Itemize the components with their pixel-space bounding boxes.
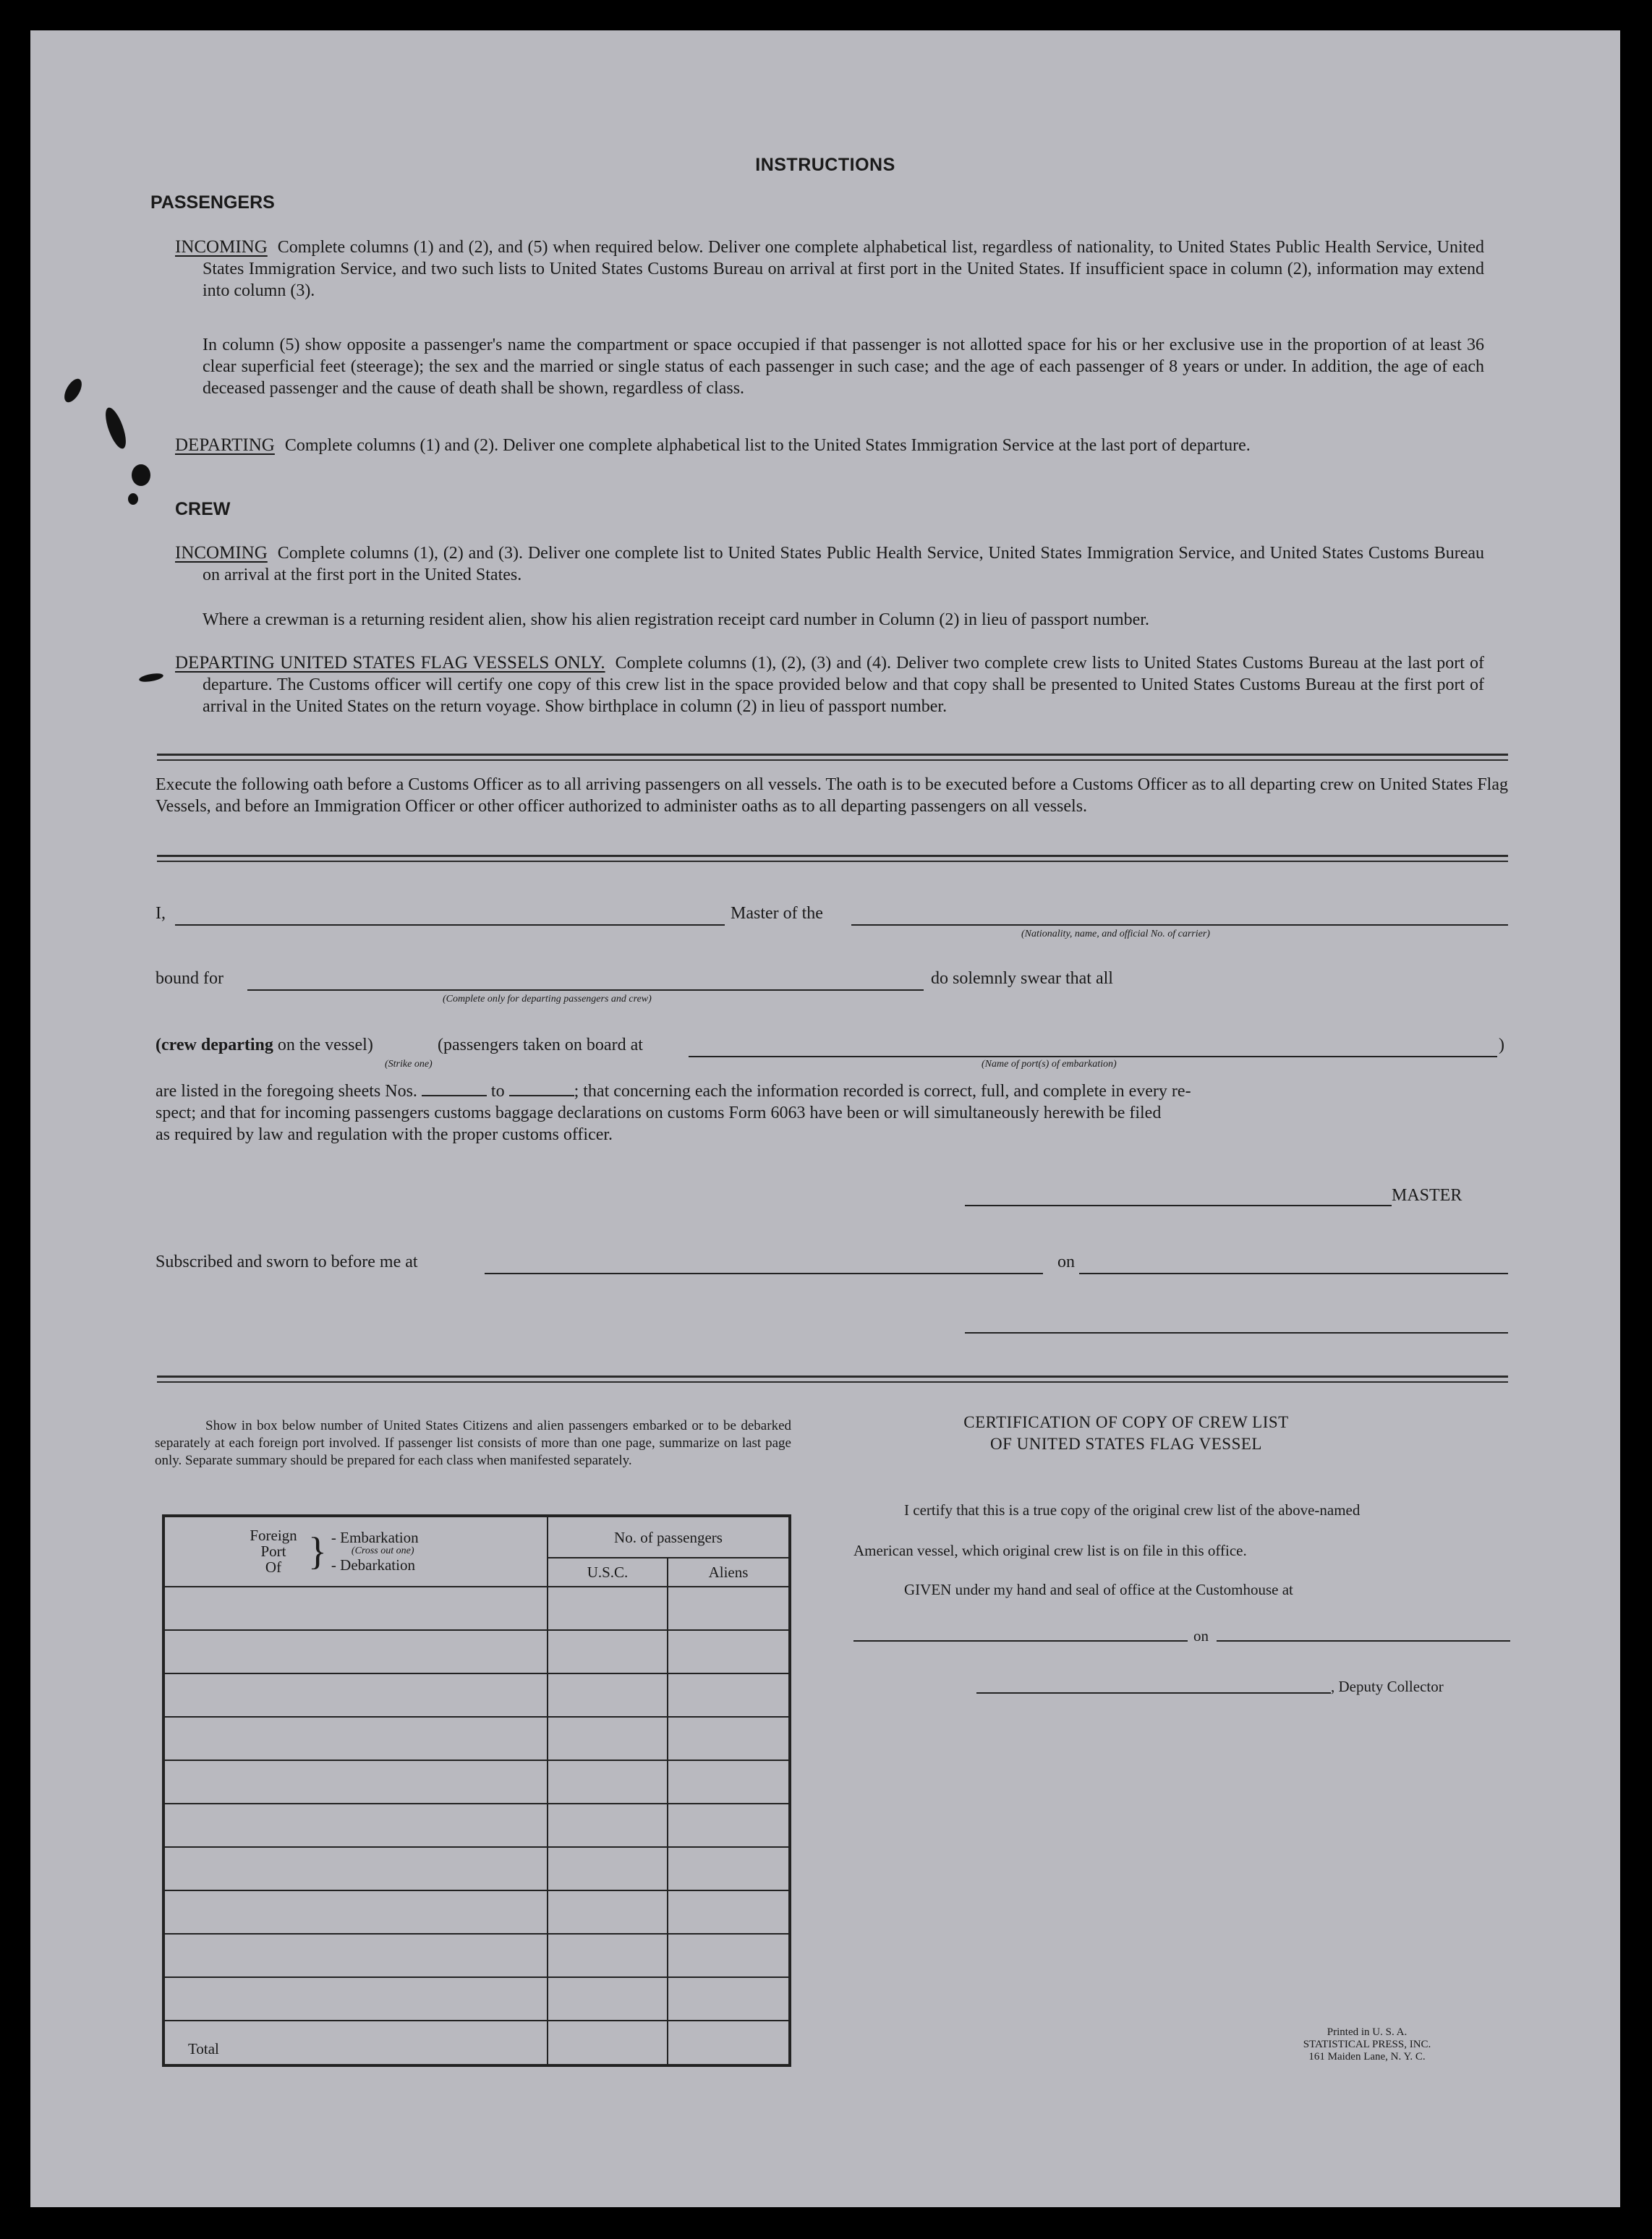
printer-b: STATISTICAL PRESS, INC. [1303,2039,1431,2050]
sheet-from-field[interactable] [422,1095,487,1096]
master-of-the: Master of the [731,904,823,923]
ink-blot [132,464,150,486]
total-row-label [163,2021,548,2065]
table-cell[interactable] [548,1804,668,1847]
cross-out-hint: (Cross out one) [351,1545,414,1556]
total-usc-cell[interactable] [548,2021,668,2065]
page-title: INSTRUCTIONS [755,155,895,175]
crew-incoming-text: Complete columns (1), (2) and (3). Deliver one complete list to United States Public Health Service, United States Immigration Service, and United States Customs Bureau on arrival at the first port in the United States. [203,544,1484,584]
ink-blot [61,376,85,405]
table-cell[interactable] [548,1890,668,1934]
listed-c: spect; and that for incoming passengers customs baggage declarations on customs Form 6063 have been or will simultaneously herewith be filed [156,1104,1162,1122]
incoming-label: INCOMING [175,237,268,257]
bound-for-field[interactable] [247,989,924,991]
port-header [163,1516,548,1587]
cert-line-1: I certify that this is a true copy of the original crew list of the above-named [904,1501,1361,1519]
sworn-place-field[interactable] [485,1273,1043,1274]
master-name-field[interactable] [175,924,725,926]
divider [157,1381,1508,1383]
port-header-b: Port [260,1543,286,1560]
ink-blot [101,405,129,451]
table-cell[interactable] [668,1977,790,2021]
table-cell[interactable] [548,1630,668,1673]
crew-incoming [175,542,1484,586]
passengers-incoming [175,236,1484,302]
divider [157,861,1508,862]
table-cell[interactable] [668,1760,790,1804]
carrier-hint: (Nationality, name, and official No. of carrier) [1021,929,1210,939]
embarkation-option[interactable]: - Embarkation [331,1529,419,1546]
table-cell[interactable] [163,1717,548,1760]
oath-intro: Execute the following oath before a Customs Officer as to all arriving passengers on all vessels. The oath is to be executed before a Customs Officer as to all departing crew on United States Flag Vessels, and before an Immigration Officer or other officer authorized to administer oaths as to all departing passengers on all vessels. [156,775,1508,816]
table-cell[interactable] [163,1673,548,1717]
deputy-collector: , Deputy Collector [1331,1678,1444,1695]
crew-departing [175,652,1484,717]
sheet-to-field[interactable] [509,1095,574,1096]
passengers-option[interactable]: (passengers taken on board at [438,1036,643,1054]
table-cell[interactable] [668,1847,790,1890]
form-sheet [30,30,1620,2207]
table-cell[interactable] [668,1717,790,1760]
crew-departing-label: DEPARTING UNITED STATES FLAG VESSELS ONLY. [175,653,605,673]
officer-signature-field[interactable] [965,1332,1508,1334]
sworn-on: on [1057,1253,1075,1271]
table-cell[interactable] [668,1934,790,1977]
cert-line-3: GIVEN under my hand and seal of office at the Customhouse at [904,1581,1293,1598]
table-cell[interactable] [548,1847,668,1890]
on-vessel: on the vessel) [277,1036,373,1054]
passengers-departing [175,435,1484,456]
listed-b: ; that concerning each the information recorded is correct, full, and complete in every re- [574,1082,1191,1101]
crew-resident: Where a crewman is a returning resident alien, show his alien registration receipt card number in Column (2) in lieu of passport number. [203,610,1149,629]
listed-to: to [490,1082,505,1101]
table-cell[interactable] [163,1977,548,2021]
divider [157,754,1508,756]
table-cell[interactable] [548,1673,668,1717]
certification-title [884,1412,1368,1455]
table-cell[interactable] [548,1587,668,1630]
listed-d: as required by law and regulation with the proper customs officer. [156,1125,613,1144]
passengers-heading: PASSENGERS [150,192,275,213]
divider [157,759,1508,761]
table-cell[interactable] [163,1804,548,1847]
oath-i: I, [156,904,166,923]
table-cell[interactable] [668,1630,790,1673]
crew-departing-text: Complete columns (1), (2), (3) and (4). Deliver two complete crew lists to United States Customs Bureau at the last port of departure. The Customs officer will certify one copy of this crew list in the space provided below and that copy shall be presented to United States Customs Bureau at the first port of arrival in the United States on the return voyage. Show birthplace in column (2) in lieu of passport number. [203,654,1484,716]
embarkation-port-field[interactable] [689,1056,1497,1057]
strike-hint: (Strike one) [385,1059,433,1070]
ink-blot [128,493,138,505]
departing-text: Complete columns (1) and (2). Deliver one complete alphabetical list to the United States Immigration Service at the last port of departure. [284,436,1251,455]
crew-departing-bold: (crew departing [156,1036,273,1054]
printer-c: 161 Maiden Lane, N. Y. C. [1308,2051,1426,2063]
table-cell[interactable] [163,1847,548,1890]
crew-incoming-label: INCOMING [175,543,268,563]
no-passengers-header: No. of passengers [548,1516,790,1558]
oath-listed [156,1080,1508,1146]
cert-line-2: American vessel, which original crew list is on file in this office. [853,1542,1247,1559]
table-cell[interactable] [163,1760,548,1804]
summary-note: Show in box below number of United States Citizens and alien passengers embarked or to be debarked separately at each foreign port involved. If passenger list consists of more than one page, summarize on last page only. Separate summary should be prepared for each class when manifested separately. [155,1418,791,1468]
printer-imprint [1266,2026,1468,2063]
debarkation-option[interactable]: - Debarkation [331,1556,415,1574]
table-cell[interactable] [668,1890,790,1934]
port-header-a: Foreign [250,1527,297,1544]
cert-title-a: CERTIFICATION OF COPY OF CREW LIST [963,1413,1289,1431]
aliens-header: Aliens [668,1558,790,1587]
port-header-c: Of [265,1558,282,1576]
crew-heading: CREW [175,499,231,519]
total-aliens-cell[interactable] [668,2021,790,2065]
port-hint: (Name of port(s) of embarkation) [982,1059,1117,1070]
passenger-summary-table [162,1514,791,2067]
deputy-signature-field[interactable] [976,1692,1331,1694]
departing-label: DEPARTING [175,435,275,455]
cert-on: on [1193,1627,1209,1645]
swear: do solemnly swear that all [931,969,1113,988]
bound-hint: (Complete only for departing passengers and crew) [443,994,652,1005]
customhouse-field[interactable] [853,1640,1188,1642]
table-cell[interactable] [668,1587,790,1630]
divider [157,855,1508,857]
printer-a: Printed in U. S. A. [1327,2026,1408,2038]
usc-header: U.S.C. [548,1558,668,1587]
table-cell[interactable] [548,1717,668,1760]
total-label: Total [188,2040,219,2057]
carrier-field[interactable] [851,924,1508,926]
master-label: MASTER [1392,1186,1462,1205]
table-cell[interactable] [163,1630,548,1673]
cert-title-b: OF UNITED STATES FLAG VESSEL [990,1435,1262,1453]
table-cell[interactable] [163,1890,548,1934]
cert-date-field[interactable] [1217,1640,1510,1642]
brace-icon: } [308,1530,327,1573]
table-cell[interactable] [163,1934,548,1977]
incoming-text: Complete columns (1) and (2), and (5) when required below. Deliver one complete alphabetical list, regardless of nationality, to United States Public Health Service, United States Immigration Service, and two such lists to United States Customs Bureau on arrival at first port in the United States. If insufficient space in column (2), information may extend into column (3). [203,238,1484,300]
table-cell[interactable] [163,1587,548,1630]
subscribed: Subscribed and sworn to before me at [156,1253,418,1271]
sworn-date-field[interactable] [1079,1273,1508,1274]
table-cell[interactable] [668,1673,790,1717]
table-cell[interactable] [668,1804,790,1847]
table-cell[interactable] [548,1977,668,2021]
bound-for: bound for [156,969,223,988]
table-cell[interactable] [548,1934,668,1977]
close-paren: ) [1499,1036,1504,1054]
table-cell[interactable] [548,1760,668,1804]
ink-blot [138,672,163,683]
crew-departing-option[interactable] [156,1036,373,1055]
listed-a: are listed in the foregoing sheets Nos. [156,1082,417,1101]
passengers-column5: In column (5) show opposite a passenger's name the compartment or space occupied if that passenger is not allotted space for his or her exclusive use in the proportion of at least 36 clear superficial feet (steerage); the sex and the married or single status of each passenger in such case; and the age of each passenger of 8 years or under. In addition, the age of each deceased passenger and the cause of death shall be shown, regardless of class. [203,336,1484,398]
master-signature-field[interactable] [965,1205,1392,1206]
divider [157,1376,1508,1378]
